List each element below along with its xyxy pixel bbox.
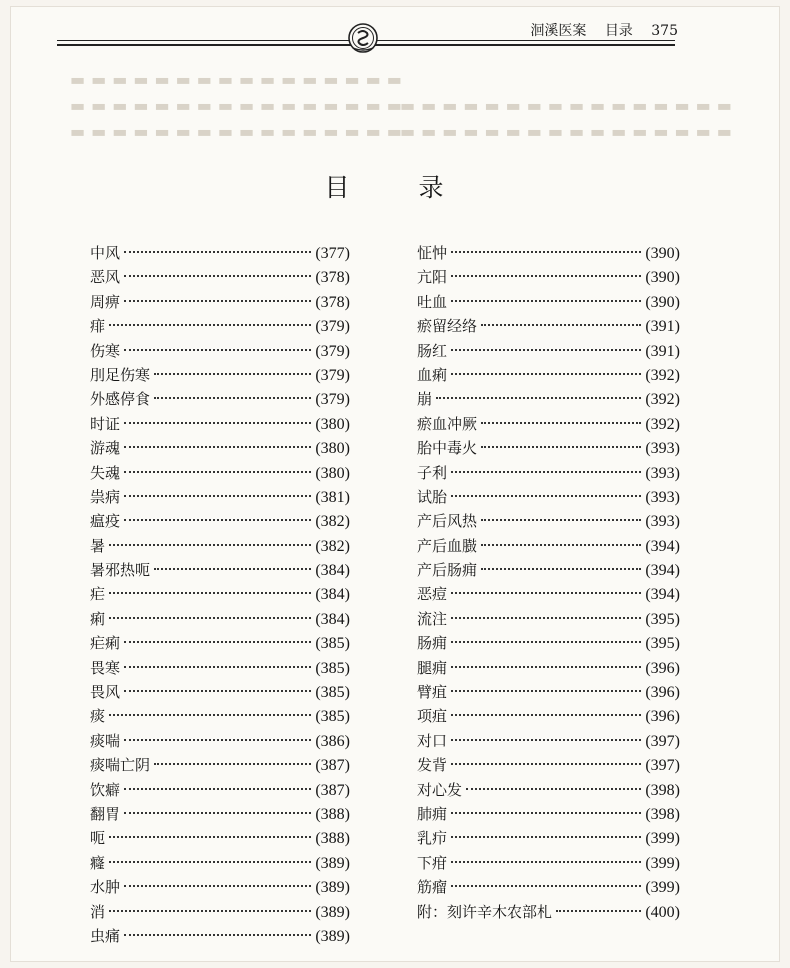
dot-leader: [451, 666, 641, 668]
toc-entry-page: (396): [645, 684, 680, 702]
toc-entry: [417, 729, 680, 753]
dot-leader: [124, 471, 311, 473]
toc-entry-label: 胎中毒火: [417, 439, 478, 458]
toc-entry-label: 怔忡: [417, 244, 448, 262]
toc-entry-label: 饮癖: [90, 780, 121, 799]
toc-entry-page: (380): [315, 440, 350, 458]
toc-entry: [417, 265, 680, 289]
toc-entry-page: (392): [645, 366, 680, 384]
toc-entry-page: (393): [645, 464, 680, 482]
toc-entry-label: 痢: [90, 609, 106, 628]
toc-entry: [417, 582, 680, 606]
toc-entry-page: (379): [315, 342, 350, 360]
toc-entry-page: (382): [315, 537, 350, 555]
toc-entry: [417, 851, 680, 875]
toc-entry-page: (386): [315, 732, 350, 750]
toc-entry-label: 产后血臌: [417, 536, 478, 555]
toc-entry-page: (390): [645, 245, 680, 262]
dot-leader: [154, 373, 311, 375]
toc-entry: [417, 436, 680, 460]
dot-leader: [466, 788, 641, 790]
toc-entry-label: 下疳: [417, 853, 448, 872]
toc-entry: [417, 558, 680, 582]
toc-entry-label: 血痢: [417, 365, 448, 384]
toc-entry: [90, 851, 350, 875]
bleed-through-text: ▬▬▬▬▬▬▬▬▬▬▬▬▬▬▬▬: [70, 96, 408, 115]
toc-entry: [90, 436, 350, 460]
dot-leader: [109, 617, 311, 619]
toc-entry-page: (399): [645, 879, 680, 897]
toc-entry-label: 伤寒: [90, 341, 121, 360]
toc-entry-page: (384): [315, 610, 350, 628]
toc-entry: [417, 363, 680, 387]
toc-entry-page: (379): [315, 318, 350, 336]
toc-entry-label: 刖足伤寒: [90, 365, 151, 384]
toc-entry-page: (379): [315, 391, 350, 409]
toc-entry-label: 痰喘亡阴: [90, 756, 151, 775]
toc-entry: [90, 753, 350, 777]
toc-entry: [417, 509, 680, 533]
dot-leader: [109, 714, 311, 716]
toc-entry: [417, 875, 680, 899]
toc-entry-label: 呃: [90, 829, 106, 848]
dot-leader: [451, 690, 641, 692]
toc-entry-label: 恶痘: [417, 585, 448, 604]
dot-leader: [451, 275, 641, 277]
toc-entry: [90, 656, 350, 680]
toc-entry-page: (380): [315, 464, 350, 482]
toc-entry-label: 臂疽: [417, 683, 448, 702]
toc-entry: [90, 704, 350, 728]
toc-entry-label: 畏寒: [90, 658, 121, 677]
toc-entry: [90, 631, 350, 655]
toc-entry-label: 畏风: [90, 683, 121, 702]
dot-leader: [481, 324, 641, 326]
toc-entry: [90, 339, 350, 363]
toc-entry-page: (394): [645, 562, 680, 580]
toc-entry-label: 产后风热: [417, 512, 478, 531]
dot-leader: [154, 763, 311, 765]
dot-leader: [451, 617, 641, 619]
toc-entry-label: 恶风: [90, 268, 121, 287]
toc-entry-page: (388): [315, 830, 350, 848]
toc-entry-label: 疟: [90, 585, 106, 604]
bleed-through-text: ▬▬▬▬▬▬▬▬▬▬▬▬▬▬▬▬: [400, 96, 738, 115]
toc-entry: [417, 534, 680, 558]
toc-left-column: [90, 241, 350, 948]
toc-entry: [90, 387, 350, 411]
toc-entry-label: 游魂: [90, 439, 121, 458]
toc-entry: [90, 363, 350, 387]
dot-leader: [109, 861, 311, 863]
toc-entry-page: (395): [645, 635, 680, 653]
dot-leader: [451, 471, 641, 473]
toc-entry-page: (393): [645, 488, 680, 506]
dot-leader: [124, 300, 311, 302]
toc-entry: [417, 704, 680, 728]
toc-entry-label: 产后肠痈: [417, 561, 478, 580]
toc-entry: [417, 461, 680, 485]
toc-entry-label: 试胎: [417, 487, 448, 506]
dot-leader: [124, 666, 311, 668]
dot-leader: [124, 885, 311, 887]
bleed-through-text: ▬▬▬▬▬▬▬▬▬▬▬▬▬▬▬▬: [70, 122, 408, 141]
toc-entry: [90, 509, 350, 533]
toc-entry-page: (397): [645, 757, 680, 775]
dot-leader: [124, 934, 311, 936]
toc-entry: [90, 729, 350, 753]
dot-leader: [109, 910, 311, 912]
toc-entry-page: (389): [315, 927, 350, 945]
toc-title: 目 录: [324, 173, 466, 202]
toc-entry-label: 肠红: [417, 341, 448, 360]
dot-leader: [451, 714, 641, 716]
toc-entry-label: 发背: [417, 756, 448, 775]
toc-entry-page: (399): [645, 854, 680, 872]
bleed-through-text: ▬▬▬▬▬▬▬▬▬▬▬▬▬▬▬▬: [70, 70, 408, 89]
dot-leader: [154, 397, 311, 399]
toc-entry: [90, 485, 350, 509]
toc-entry-label: 消: [90, 902, 106, 921]
toc-entry-page: (380): [315, 415, 350, 433]
toc-entry-label: 虫痛: [90, 926, 121, 945]
bleed-through-text: ▬▬▬▬▬▬▬▬▬▬▬▬▬▬▬▬: [400, 122, 738, 141]
toc-entry: [90, 875, 350, 899]
dot-leader: [451, 495, 641, 497]
toc-entry-page: (385): [315, 635, 350, 653]
toc-entry-page: (392): [645, 391, 680, 409]
dot-leader: [556, 910, 641, 912]
toc-entry-page: (379): [315, 366, 350, 384]
toc-entry: [90, 265, 350, 289]
dot-leader: [451, 739, 641, 741]
toc-entry-label: 对心发: [417, 780, 463, 799]
header-page-number: 375: [651, 23, 678, 39]
toc-entry-page: (385): [315, 684, 350, 702]
dot-leader: [451, 885, 641, 887]
toc-entry: [90, 778, 350, 802]
dot-leader: [451, 812, 641, 814]
toc-entry-page: (394): [645, 586, 680, 604]
toc-entry: [90, 241, 350, 265]
toc-entry-page: (390): [645, 293, 680, 311]
toc-entry-page: (396): [645, 659, 680, 677]
dot-leader: [109, 836, 311, 838]
toc-entry-page: (388): [315, 805, 350, 823]
toc-entry: [90, 558, 350, 582]
dot-leader: [451, 763, 641, 765]
dot-leader: [109, 592, 311, 594]
dot-leader: [451, 592, 641, 594]
toc-entry-page: (398): [645, 781, 680, 799]
toc-entry: [90, 461, 350, 485]
dot-leader: [451, 300, 641, 302]
toc-entry-label: 周痹: [90, 292, 121, 311]
toc-entry-label: 崩: [417, 390, 433, 409]
toc-entry: [417, 412, 680, 436]
toc-entry-page: (384): [315, 562, 350, 580]
toc-entry: [90, 290, 350, 314]
dot-leader: [481, 519, 641, 521]
toc-entry-page: (390): [645, 269, 680, 287]
dot-leader: [124, 349, 311, 351]
toc-entry-label: 失魂: [90, 463, 121, 482]
toc-entry-page: (393): [645, 440, 680, 458]
header-book-title: 洄溪医案: [530, 23, 587, 39]
toc-entry: [417, 826, 680, 850]
toc-entry-label: 痱: [90, 317, 106, 336]
toc-entry-page: (398): [645, 805, 680, 823]
toc-entry-page: (391): [645, 342, 680, 360]
toc-entry: [90, 534, 350, 558]
toc-entry: [90, 582, 350, 606]
toc-entry: [417, 387, 680, 411]
toc-entry-label: 腿痈: [417, 658, 448, 677]
toc-entry-label: 子利: [417, 463, 448, 482]
dot-leader: [451, 641, 641, 643]
toc-entry-label: 瘀留经络: [417, 317, 478, 336]
toc-entry-label: 流注: [417, 609, 448, 628]
toc-entry-label: 对口: [417, 731, 448, 750]
toc-entry-page: (397): [645, 732, 680, 750]
toc-entry-page: (385): [315, 659, 350, 677]
toc-entry: [90, 314, 350, 338]
toc-entry-label: 时证: [90, 414, 121, 433]
dot-leader: [124, 446, 311, 448]
toc-entry-page: (395): [645, 610, 680, 628]
toc-entry-page: (391): [645, 318, 680, 336]
toc-entry-label: 外感停食: [90, 390, 151, 409]
dot-leader: [124, 812, 311, 814]
toc-entry-label: 筋瘤: [417, 878, 448, 897]
toc-entry-label: 项疽: [417, 707, 448, 726]
toc-entry: [90, 900, 350, 924]
toc-entry-label: 肺痈: [417, 804, 448, 823]
toc-entry: [417, 802, 680, 826]
dot-leader: [154, 568, 311, 570]
toc-entry: [417, 753, 680, 777]
toc-entry-page: (392): [645, 415, 680, 433]
dot-leader: [451, 836, 641, 838]
toc-entry-label: 瘟疫: [90, 512, 121, 531]
toc-entry: [417, 485, 680, 509]
dot-leader: [451, 349, 641, 351]
toc-entry-label: 乳疖: [417, 829, 448, 848]
toc-entry-page: (387): [315, 781, 350, 799]
running-header: [516, 20, 678, 40]
toc-entry: [417, 656, 680, 680]
dot-leader: [124, 275, 311, 277]
dot-leader: [451, 373, 641, 375]
toc-entry-page: (393): [645, 513, 680, 531]
dot-leader: [124, 690, 311, 692]
toc-entry: [417, 680, 680, 704]
toc-entry-page: (400): [645, 903, 680, 921]
dot-leader: [451, 861, 641, 863]
toc-entry-label: 吐血: [417, 292, 448, 311]
toc-entry: [417, 241, 680, 265]
toc-entry-label: 祟病: [90, 487, 121, 506]
toc-entry: [90, 412, 350, 436]
toc-entry-page: (377): [315, 245, 350, 262]
toc-entry-label: 疟痢: [90, 634, 121, 653]
dot-leader: [124, 495, 311, 497]
toc-entry-page: (394): [645, 537, 680, 555]
dot-leader: [124, 641, 311, 643]
toc-entry: [90, 924, 350, 948]
toc-entry-label: 水肿: [90, 878, 121, 897]
dot-leader: [109, 544, 311, 546]
dot-leader: [481, 568, 641, 570]
dot-leader: [124, 519, 311, 521]
header-section: 目录: [604, 23, 633, 39]
toc-entry: [90, 680, 350, 704]
toc-entry-label: 痰: [90, 707, 106, 726]
dot-leader: [451, 251, 641, 253]
toc-entry-page: (399): [645, 830, 680, 848]
publisher-emblem-icon: [347, 22, 379, 54]
dot-leader: [481, 422, 641, 424]
toc-entry: [417, 339, 680, 363]
toc-entry: [417, 631, 680, 655]
toc-entry-label: 附：刻许辛木农部札: [417, 902, 553, 921]
toc-entry-page: (389): [315, 854, 350, 872]
toc-entry-label: 痰喘: [90, 731, 121, 750]
toc-entry-page: (382): [315, 513, 350, 531]
dot-leader: [436, 397, 641, 399]
toc-entry-page: (378): [315, 293, 350, 311]
dot-leader: [124, 422, 311, 424]
toc-entry: [417, 900, 680, 924]
toc-entry-label: 暑邪热呃: [90, 561, 151, 580]
toc-entry-label: 瘀血冲厥: [417, 414, 478, 433]
toc-entry-page: (378): [315, 269, 350, 287]
toc-entry-page: (384): [315, 586, 350, 604]
dot-leader: [109, 324, 311, 326]
toc-entry: [90, 802, 350, 826]
toc-entry: [417, 314, 680, 338]
dot-leader: [481, 544, 641, 546]
dot-leader: [124, 739, 311, 741]
toc-entry-label: 癃: [90, 853, 106, 872]
toc-entry-label: 暑: [90, 536, 106, 555]
toc-entry-label: 中风: [90, 244, 121, 262]
dot-leader: [124, 788, 311, 790]
toc-entry-label: 肠痈: [417, 634, 448, 653]
toc-entry-label: 亢阳: [417, 268, 448, 287]
toc-entry-label: 翻胃: [90, 804, 121, 823]
toc-entry-page: (387): [315, 757, 350, 775]
toc-entry: [90, 826, 350, 850]
toc-entry-page: (389): [315, 879, 350, 897]
toc-entry: [417, 607, 680, 631]
toc-entry: [417, 290, 680, 314]
dot-leader: [124, 251, 311, 253]
dot-leader: [481, 446, 641, 448]
toc-entry-page: (396): [645, 708, 680, 726]
toc-right-column: [417, 241, 680, 924]
toc-entry-page: (389): [315, 903, 350, 921]
toc-entry-page: (385): [315, 708, 350, 726]
toc-entry-page: (381): [315, 488, 350, 506]
toc-entry: [90, 607, 350, 631]
toc-entry: [417, 778, 680, 802]
